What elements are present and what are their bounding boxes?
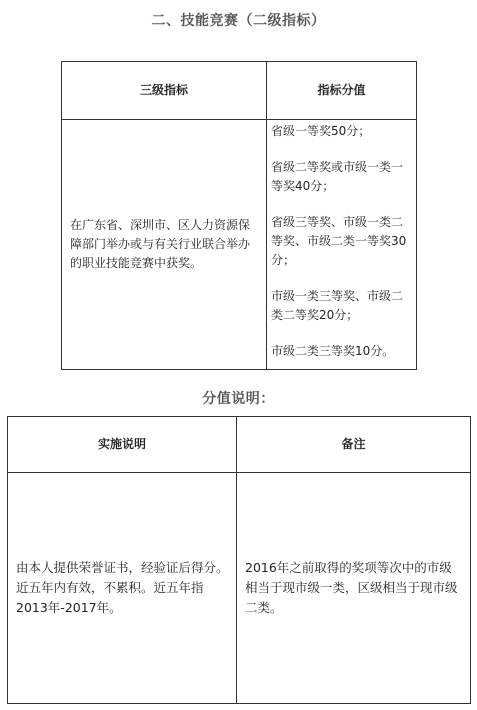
score-cell bbox=[267, 120, 417, 370]
table-row bbox=[8, 473, 471, 704]
implementation-cell: 由本人提供荣誉证书，经验证后得分。近五年内有效，不累积。近五年指2013年-2017年。 bbox=[8, 473, 237, 704]
header-implementation-notes: 实施说明 bbox=[8, 417, 237, 473]
header-indicator-score: 指标分值 bbox=[267, 62, 417, 120]
criteria-cell: 在广东省、深圳市、区人力资源保障部门举办或与有关行业联合举办的职业技能竞赛中获奖。 bbox=[62, 120, 267, 370]
score-item: 省级一等奖50分； bbox=[271, 124, 371, 138]
section-title-skill-competition: 二、技能竞赛（二级指标） bbox=[151, 13, 326, 29]
score-item: 市级二类三等奖10分。 bbox=[271, 344, 395, 358]
score-item: 省级二等奖或市级一类一等奖40分； bbox=[271, 160, 404, 193]
table-row bbox=[62, 120, 417, 370]
skill-competition-table bbox=[61, 61, 417, 370]
header-third-level-indicator: 三级指标 bbox=[62, 62, 267, 120]
remark-cell: 2016年之前取得的奖项等次中的市级相当于现市级一类，区级相当于现市级二类。 bbox=[237, 473, 471, 704]
score-item: 市级一类三等奖、市级二类二等奖20分； bbox=[271, 289, 404, 322]
header-remarks: 备注 bbox=[237, 417, 471, 473]
section-title-score-notes: 分值说明： bbox=[202, 391, 275, 407]
table-header-row bbox=[8, 417, 471, 473]
score-notes-table bbox=[7, 416, 471, 704]
table-header-row bbox=[62, 62, 417, 120]
score-item: 省级三等奖、市级一类二等奖、市级二类一等奖30分； bbox=[271, 215, 407, 267]
